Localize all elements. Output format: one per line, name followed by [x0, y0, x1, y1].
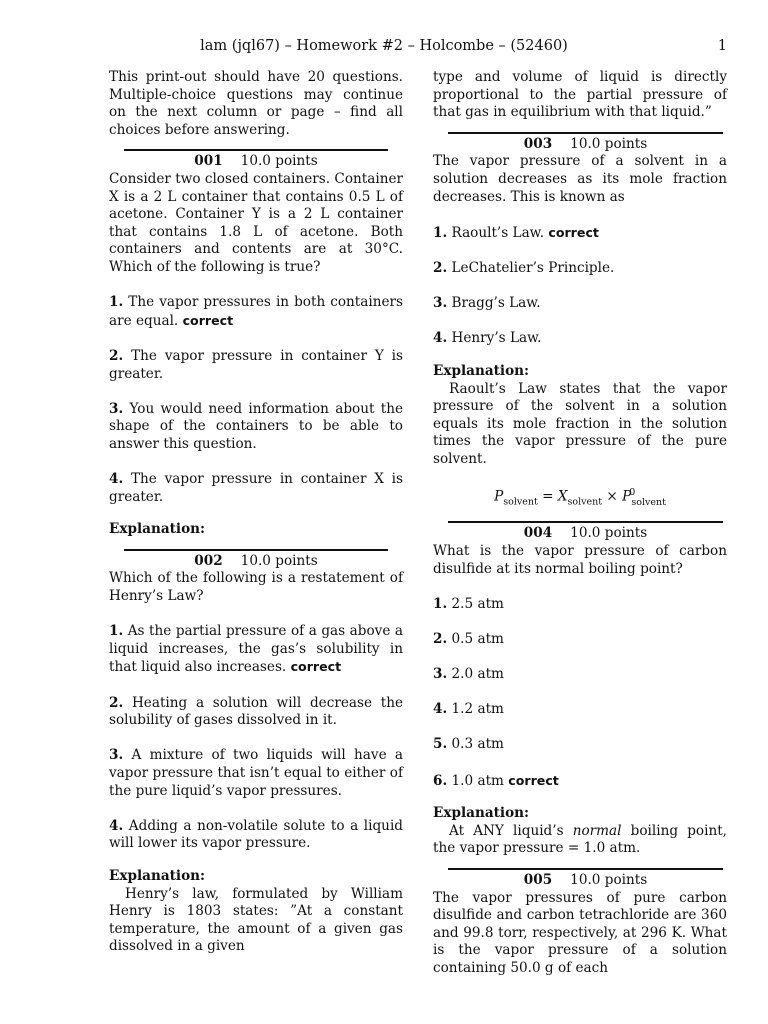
choice-number: 1. — [109, 623, 124, 640]
question-points: 10.0 points — [240, 552, 318, 569]
choice-text: The vapor pressures in both containers are equal. — [109, 294, 403, 329]
choice-number: 3. — [433, 295, 448, 312]
choice-number: 1. — [109, 294, 124, 311]
choice-text: 0.3 atm — [451, 736, 504, 753]
raoult-formula — [433, 484, 727, 511]
choice-1 — [109, 623, 403, 677]
question-header — [448, 132, 723, 154]
choice-number: 6. — [433, 772, 448, 789]
choice-4 — [109, 818, 403, 853]
question-text: The vapor pressures of pure carbon disulfide and carbon tetrachloride are 360 and 99.8 torr, respectively, at 296 K. What is the vapor pressure of a solution containing 50.0 g of each — [433, 889, 727, 976]
page-header — [0, 38, 768, 58]
choice-3 — [433, 295, 727, 313]
choice-3 — [109, 401, 403, 454]
explanation-emphasis: normal — [572, 822, 622, 839]
question-header — [448, 868, 723, 890]
choice-text: 2.0 atm — [451, 666, 504, 683]
choice-number: 2. — [109, 694, 124, 711]
question-001 — [109, 149, 403, 538]
choice-number: 3. — [109, 747, 124, 764]
formula-equals: = — [537, 489, 558, 505]
question-005 — [433, 868, 727, 978]
formula-lhs-sub: solvent — [503, 496, 538, 508]
left-column — [109, 69, 403, 956]
choice-text: Henry’s Law. — [451, 330, 542, 347]
explanation-label: Explanation: — [109, 867, 206, 884]
formula-times: × — [602, 489, 623, 505]
choice-3 — [433, 666, 727, 684]
choice-text: 0.5 atm — [451, 630, 504, 647]
choice-number: 5. — [433, 736, 448, 753]
explanation-label: Explanation: — [433, 362, 530, 379]
choice-1 — [433, 596, 727, 614]
question-header — [124, 549, 388, 571]
question-points: 10.0 points — [570, 525, 648, 542]
question-002 — [109, 549, 403, 956]
intro-text: This print-out should have 20 questions. Multiple-choice questions may continue on the next column or page – find all choices before answering. — [109, 69, 403, 138]
choice-text: You would need information about the shape of the containers to be able to answer this question. — [109, 400, 403, 452]
question-number: 003 — [523, 135, 553, 152]
choice-number: 4. — [433, 330, 448, 347]
choice-2 — [109, 348, 403, 383]
explanation-text: Raoult’s Law states that the vapor pressure of the solvent in a solution equals its mole fraction in the solution times the vapor pressure of the pure solvent. — [433, 380, 727, 467]
choice-text: The vapor pressure in container X is greater. — [109, 471, 404, 505]
choice-2 — [109, 695, 403, 730]
formula-lhs: P — [494, 489, 504, 505]
choice-number: 1. — [433, 224, 448, 241]
formula-p: P — [622, 489, 632, 505]
formula-x: X — [557, 489, 568, 505]
question-number: 001 — [194, 153, 223, 170]
choice-number: 4. — [433, 701, 448, 718]
formula-p-sub: solvent — [631, 496, 666, 508]
choice-1 — [109, 294, 403, 330]
choice-text: The vapor pressure in container Y is greater. — [109, 347, 403, 382]
explanation-post: boiling point, the vapor pressure = 1.0 atm. — [433, 822, 727, 857]
question-number: 002 — [194, 552, 223, 569]
choice-number: 2. — [433, 630, 448, 647]
correct-marker: correct — [548, 224, 599, 240]
question-text: Consider two closed containers. Container X is a 2 L container that contains 0.5 L of acetone. Container Y is a 2 L container that contains 1.8 L of acetone. Both containers and contents are at 30°C. Which of the following is true? — [109, 170, 403, 275]
question-004 — [433, 521, 727, 858]
choice-text: As the partial pressure of a gas above a liquid increases, the gas’s solubility in that liquid also increases. — [109, 623, 403, 676]
question-number: 004 — [523, 525, 553, 542]
question-header — [448, 521, 723, 543]
document-title: lam (jql67) – Homework #2 – Holcombe – (52460) — [200, 38, 568, 54]
choice-2 — [433, 260, 727, 278]
choice-4 — [433, 330, 727, 348]
choice-text: 1.0 atm — [451, 772, 504, 789]
choice-number: 4. — [109, 471, 124, 488]
choice-text: Raoult’s Law. — [451, 224, 545, 241]
page-number: 1 — [717, 38, 727, 54]
choice-text: 2.5 atm — [451, 595, 504, 612]
choice-text: Adding a non-volatile solute to a liquid will lower its vapor pressure. — [109, 817, 403, 852]
choice-text: LeChatelier’s Principle. — [451, 259, 615, 276]
correct-marker: correct — [508, 772, 559, 788]
question-points: 10.0 points — [240, 153, 318, 170]
explanation-continued-text: type and volume of liquid is directly proportional to the partial pressure of that gas in equilibrium with that liquid.” — [433, 69, 727, 121]
choice-6 — [433, 772, 727, 791]
question-text: Which of the following is a restatement of Henry’s Law? — [109, 570, 403, 605]
question-header — [124, 149, 388, 171]
formula-p-sup: 0 — [629, 487, 636, 499]
question-number: 005 — [523, 872, 553, 888]
right-column — [433, 69, 727, 978]
choice-text: Bragg’s Law. — [451, 295, 541, 312]
choice-text: Heating a solution will decrease the solubility of gases dissolved in it. — [109, 694, 403, 729]
choice-1 — [433, 224, 727, 243]
choice-text: A mixture of two liquids will have a vapor pressure that isn’t equal to either of the pure liquid’s vapor pressures. — [109, 747, 403, 799]
choice-2 — [433, 631, 727, 649]
choice-5 — [433, 736, 727, 754]
choice-4 — [433, 701, 727, 719]
explanation-text: Henry’s law, formulated by William Henry is 1803 states: ”At a constant temperature, the amount of a given gas dissolved in a given — [109, 885, 403, 955]
formula-x-sub: solvent — [567, 496, 603, 508]
correct-marker: correct — [182, 312, 234, 328]
explanation-label: Explanation: — [109, 521, 206, 538]
question-text: What is the vapor pressure of carbon disulfide at its normal boiling point? — [433, 542, 727, 577]
question-points: 10.0 points — [570, 135, 648, 152]
choice-number: 3. — [433, 666, 448, 683]
choice-number: 2. — [109, 347, 124, 364]
choice-4 — [109, 471, 403, 506]
question-003 — [433, 132, 727, 512]
choice-number: 1. — [433, 595, 448, 612]
choice-3 — [109, 747, 403, 800]
choice-number: 4. — [109, 817, 124, 834]
choice-number: 2. — [433, 259, 448, 276]
explanation-pre: At ANY liquid’s — [449, 822, 573, 839]
choice-number: 3. — [109, 400, 124, 417]
question-text: The vapor pressure of a solvent in a solution decreases as its mole fraction decreases. This is known as — [433, 153, 727, 205]
explanation-label: Explanation: — [433, 805, 530, 822]
choice-text: 1.2 atm — [451, 701, 504, 718]
explanation-text — [433, 823, 727, 858]
question-points: 10.0 points — [570, 872, 648, 888]
correct-marker: correct — [290, 659, 342, 675]
